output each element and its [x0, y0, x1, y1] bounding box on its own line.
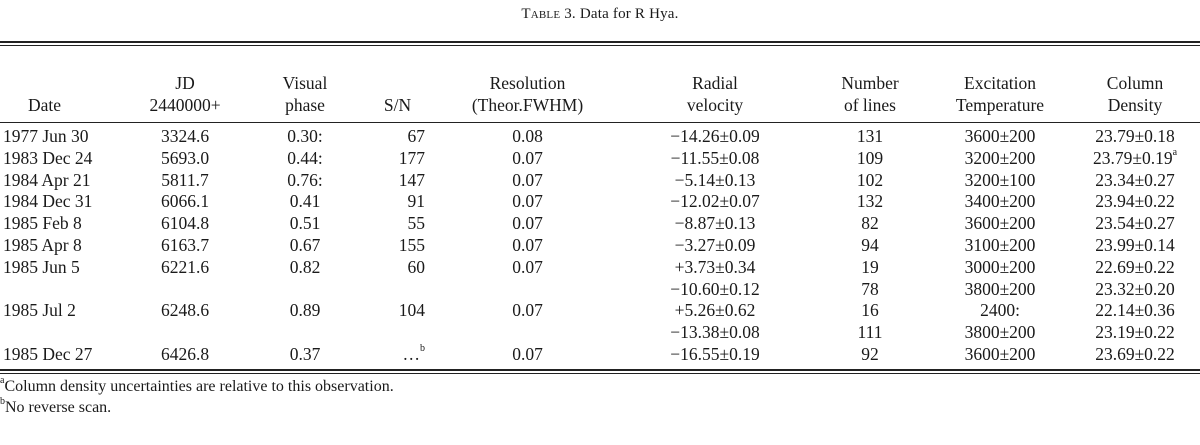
cell-value: 3324.6: [160, 126, 210, 146]
cell-excitation-temperature: [930, 300, 1070, 322]
cell-resolution: [435, 235, 620, 257]
cell-value: 1983 Dec 24: [3, 147, 93, 168]
cell-resolution: [435, 257, 620, 279]
cell-value: 3200±200: [964, 147, 1036, 168]
column-header-jd: [120, 56, 250, 122]
cell-value: 0.07: [512, 343, 543, 364]
top-rule-upper: [0, 41, 1200, 43]
cell-value: 0.07: [512, 300, 543, 321]
cell-column-density: [1070, 170, 1200, 192]
cell-excitation-temperature: [930, 148, 1070, 170]
cell-value: 94: [861, 234, 879, 255]
column-header-line: Density: [1107, 95, 1163, 115]
column-header-visual-phase: [250, 56, 360, 122]
cell-value: 3100±200: [964, 234, 1036, 255]
column-header-line: Column: [1106, 73, 1164, 93]
cell-sn: [360, 191, 435, 213]
cell-date: [0, 257, 120, 279]
cell-value: 2400:: [980, 300, 1020, 321]
column-header-line: (Theor.FWHM): [471, 95, 584, 115]
cell-sn: [360, 300, 435, 322]
cell-radial-velocity: [620, 344, 810, 366]
cell-value: 6163.7: [160, 234, 210, 255]
cell-jd: [120, 148, 250, 170]
cell-date: [0, 170, 120, 192]
cell-date: [0, 344, 120, 366]
cell-column-density: [1070, 148, 1200, 170]
cell-value: 55: [407, 213, 425, 234]
cell-value: 0.89: [289, 300, 321, 321]
cell-jd: [120, 170, 250, 192]
cell-resolution: [435, 300, 620, 322]
cell-value: 0.37: [289, 343, 321, 364]
column-header-date: [0, 56, 120, 122]
cell-value: 0.82: [289, 256, 321, 277]
cell-radial-velocity: [620, 322, 810, 344]
table-caption: [0, 6, 1200, 23]
cell-value: −10.60±0.12: [670, 278, 760, 299]
cell-value: 3800±200: [964, 322, 1036, 343]
cell-column-density: [1070, 122, 1200, 148]
column-header-line: of lines: [843, 95, 896, 115]
cell-value: 177: [398, 147, 425, 168]
cell-jd: [120, 191, 250, 213]
cell-visual-phase: [250, 300, 360, 322]
cell-visual-phase: [250, 257, 360, 279]
cell-excitation-temperature: [930, 322, 1070, 344]
column-header-line: S/N: [383, 95, 412, 115]
cell-value: 1977 Jun 30: [3, 126, 89, 146]
cell-visual-phase: [250, 148, 360, 170]
cell-date: [0, 322, 120, 344]
cell-value: 23.69±0.22: [1095, 343, 1175, 364]
cell-value: 0.07: [512, 169, 543, 190]
cell-column-density: [1070, 257, 1200, 279]
column-header-line: Excitation: [964, 73, 1036, 93]
cell-jd: [120, 235, 250, 257]
column-header-line: velocity: [686, 95, 744, 115]
cell-value: 92: [861, 343, 879, 364]
cell-value: +3.73±0.34: [674, 256, 756, 277]
cell-value: 155: [398, 234, 425, 255]
cell-excitation-temperature: [930, 213, 1070, 235]
cell-value: 104: [398, 300, 425, 321]
cell-sn: [360, 122, 435, 148]
cell-number-of-lines: [810, 191, 930, 213]
cell-number-of-lines: [810, 213, 930, 235]
cell-value: 0.07: [512, 213, 543, 234]
column-header-line: JD: [175, 73, 195, 93]
cell-radial-velocity: [620, 213, 810, 235]
cell-radial-velocity: [620, 279, 810, 301]
column-header-line: Number: [841, 73, 899, 93]
cell-excitation-temperature: [930, 279, 1070, 301]
cell-resolution: [435, 322, 620, 344]
bottom-rule-upper: [0, 369, 1200, 371]
column-header-resolution: [435, 56, 620, 122]
cell-date: [0, 213, 120, 235]
column-header-sn: [360, 56, 435, 122]
cell-value: 3000±200: [964, 256, 1036, 277]
cell-column-density: [1070, 213, 1200, 235]
cell-value: 0.67: [289, 234, 321, 255]
cell-jd: [120, 257, 250, 279]
table-row: [0, 148, 1200, 170]
cell-sn: [360, 257, 435, 279]
column-header-number-of-lines: [810, 56, 930, 122]
column-header-line: Temperature: [955, 95, 1045, 115]
cell-value: 67: [407, 126, 425, 146]
cell-jd: [120, 122, 250, 148]
header-rule: [0, 122, 1200, 123]
cell-value: 3600±200: [964, 343, 1036, 364]
cell-visual-phase: [250, 191, 360, 213]
table-row: [0, 322, 1200, 344]
cell-value: 132: [856, 191, 884, 212]
cell-visual-phase: [250, 213, 360, 235]
cell-value: 6248.6: [160, 300, 210, 321]
column-header-line: Visual: [282, 73, 328, 93]
table-title: Data for R Hya.: [579, 6, 679, 22]
footnote-text: No reverse scan.: [5, 399, 112, 416]
column-header-line: Resolution: [489, 73, 566, 93]
cell-value: 60: [407, 256, 425, 277]
cell-value: 0.07: [512, 256, 543, 277]
column-header-line: Radial: [692, 73, 738, 93]
cell-date: [0, 279, 120, 301]
cell-value: 1984 Dec 31: [3, 191, 93, 212]
cell-value: 0.08: [512, 126, 543, 146]
footnote-b: [0, 395, 112, 417]
table-row: [0, 300, 1200, 322]
cell-sn: [360, 322, 435, 344]
footnote-mark: b: [0, 395, 5, 407]
cell-radial-velocity: [620, 300, 810, 322]
cell-column-density: [1070, 344, 1200, 366]
cell-jd: [120, 344, 250, 366]
table-row: [0, 257, 1200, 279]
cell-resolution: [435, 191, 620, 213]
cell-value: 0.41: [289, 191, 321, 212]
cell-sn: [360, 235, 435, 257]
cell-sn: [360, 213, 435, 235]
cell-value: 0.07: [512, 234, 543, 255]
cell-value: 131: [856, 126, 884, 146]
cell-date: [0, 122, 120, 148]
table-body: [0, 122, 1200, 366]
cell-column-density: [1070, 279, 1200, 301]
cell-value: 23.54±0.27: [1095, 213, 1175, 234]
cell-value: 3600±200: [964, 126, 1036, 146]
cell-radial-velocity: [620, 148, 810, 170]
cell-visual-phase: [250, 122, 360, 148]
cell-value: 22.14±0.36: [1095, 300, 1175, 321]
cell-value: 0.07: [512, 191, 543, 212]
cell-value: 23.32±0.20: [1095, 278, 1175, 299]
cell-value: 111: [857, 322, 883, 343]
cell-value: 6426.8: [160, 343, 210, 364]
cell-sn: [360, 170, 435, 192]
cell-value: 6104.8: [160, 213, 210, 234]
cell-jd: [120, 279, 250, 301]
cell-value: 0.30:: [287, 126, 323, 146]
cell-number-of-lines: [810, 122, 930, 148]
cell-radial-velocity: [620, 191, 810, 213]
cell-excitation-temperature: [930, 191, 1070, 213]
data-table: [0, 56, 1200, 366]
cell-value: 0.51: [289, 213, 321, 234]
cell-visual-phase: [250, 235, 360, 257]
bottom-rule-lower: [0, 373, 1200, 374]
cell-sn: [360, 279, 435, 301]
cell-resolution: [435, 148, 620, 170]
cell-sn: [360, 148, 435, 170]
cell-column-density: [1070, 191, 1200, 213]
cell-value: 0.44:: [287, 147, 323, 168]
header-row: [0, 56, 1200, 122]
cell-number-of-lines: [810, 148, 930, 170]
cell-value: 5811.7: [161, 169, 209, 190]
cell-jd: [120, 322, 250, 344]
cell-value: −12.02±0.07: [670, 191, 760, 212]
cell-value: 109: [856, 147, 884, 168]
cell-date: [0, 300, 120, 322]
table-row: [0, 170, 1200, 192]
cell-excitation-temperature: [930, 235, 1070, 257]
column-header-line: phase: [285, 95, 325, 115]
cell-resolution: [435, 213, 620, 235]
cell-value: 23.79±0.19: [1092, 147, 1173, 168]
cell-value: 5693.0: [160, 147, 210, 168]
cell-value: 3600±200: [964, 213, 1036, 234]
cell-value: 78: [861, 278, 879, 299]
cell-value: −13.38±0.08: [670, 322, 760, 343]
cell-value: 1985 Dec 27: [3, 343, 93, 364]
cell-number-of-lines: [810, 300, 930, 322]
cell-value: 3400±200: [964, 191, 1036, 212]
table-row: [0, 235, 1200, 257]
cell-number-of-lines: [810, 170, 930, 192]
cell-radial-velocity: [620, 235, 810, 257]
cell-number-of-lines: [810, 322, 930, 344]
cell-value: 6066.1: [160, 191, 210, 212]
table-label: Table 3.: [521, 6, 576, 22]
cell-radial-velocity: [620, 122, 810, 148]
cell-value: 22.69±0.22: [1095, 256, 1175, 277]
cell-value: 23.99±0.14: [1095, 234, 1175, 255]
cell-value: 0.07: [512, 147, 543, 168]
cell-value: 1985 Feb 8: [3, 213, 82, 234]
cell-excitation-temperature: [930, 344, 1070, 366]
cell-resolution: [435, 344, 620, 366]
table-row: [0, 122, 1200, 148]
footnote-text: Column density uncertainties are relative to this observation.: [4, 378, 394, 395]
cell-jd: [120, 300, 250, 322]
cell-value: −16.55±0.19: [670, 343, 760, 364]
cell-visual-phase: [250, 344, 360, 366]
cell-value: −3.27±0.09: [674, 234, 756, 255]
cell-date: [0, 191, 120, 213]
cell-value: 1985 Jul 2: [3, 300, 76, 321]
cell-date: [0, 148, 120, 170]
footnote-mark: a: [0, 374, 5, 386]
cell-value: 91: [407, 191, 425, 212]
cell-value: 23.94±0.22: [1095, 191, 1175, 212]
footnote-a: [0, 374, 394, 396]
cell-visual-phase: [250, 279, 360, 301]
cell-excitation-temperature: [930, 170, 1070, 192]
column-header-excitation-temperature: [930, 56, 1070, 122]
cell-visual-phase: [250, 322, 360, 344]
table-row: [0, 279, 1200, 301]
footnote-ref: a: [1172, 146, 1178, 158]
cell-value: −11.55±0.08: [670, 147, 760, 168]
column-header-line: Date: [28, 95, 62, 115]
cell-excitation-temperature: [930, 257, 1070, 279]
cell-radial-velocity: [620, 170, 810, 192]
cell-value: 16: [861, 300, 879, 321]
cell-jd: [120, 213, 250, 235]
cell-sn: [360, 344, 435, 366]
cell-resolution: [435, 279, 620, 301]
cell-value: 0.76:: [287, 169, 323, 190]
column-header-line: 2440000+: [149, 95, 221, 115]
cell-value: 1985 Jun 5: [3, 256, 80, 277]
cell-date: [0, 235, 120, 257]
table-row: [0, 344, 1200, 366]
cell-value: 3200±100: [964, 169, 1036, 190]
cell-value: −14.26±0.09: [670, 126, 760, 146]
cell-value: 1985 Apr 8: [3, 234, 82, 255]
cell-number-of-lines: [810, 257, 930, 279]
cell-visual-phase: [250, 170, 360, 192]
cell-value: …: [402, 343, 420, 364]
column-header-radial-velocity: [620, 56, 810, 122]
cell-column-density: [1070, 235, 1200, 257]
cell-resolution: [435, 170, 620, 192]
cell-resolution: [435, 122, 620, 148]
cell-value: +5.26±0.62: [674, 300, 756, 321]
cell-number-of-lines: [810, 235, 930, 257]
cell-value: 19: [861, 256, 879, 277]
cell-column-density: [1070, 300, 1200, 322]
cell-number-of-lines: [810, 279, 930, 301]
cell-radial-velocity: [620, 257, 810, 279]
table-row: [0, 213, 1200, 235]
cell-excitation-temperature: [930, 122, 1070, 148]
cell-value: 23.79±0.18: [1095, 126, 1175, 146]
cell-value: 23.34±0.27: [1095, 169, 1175, 190]
table-row: [0, 191, 1200, 213]
cell-value: −8.87±0.13: [674, 213, 756, 234]
cell-value: 82: [861, 213, 879, 234]
cell-value: 6221.6: [160, 256, 210, 277]
cell-value: 1984 Apr 21: [3, 169, 91, 190]
column-header-column-density: [1070, 56, 1200, 122]
cell-number-of-lines: [810, 344, 930, 366]
footnote-ref: b: [420, 343, 425, 355]
cell-value: −5.14±0.13: [674, 169, 756, 190]
cell-value: 102: [856, 169, 884, 190]
top-rule-lower: [0, 45, 1200, 46]
cell-value: 3800±200: [964, 278, 1036, 299]
cell-value: 147: [398, 169, 425, 190]
cell-column-density: [1070, 322, 1200, 344]
cell-value: 23.19±0.22: [1095, 322, 1175, 343]
